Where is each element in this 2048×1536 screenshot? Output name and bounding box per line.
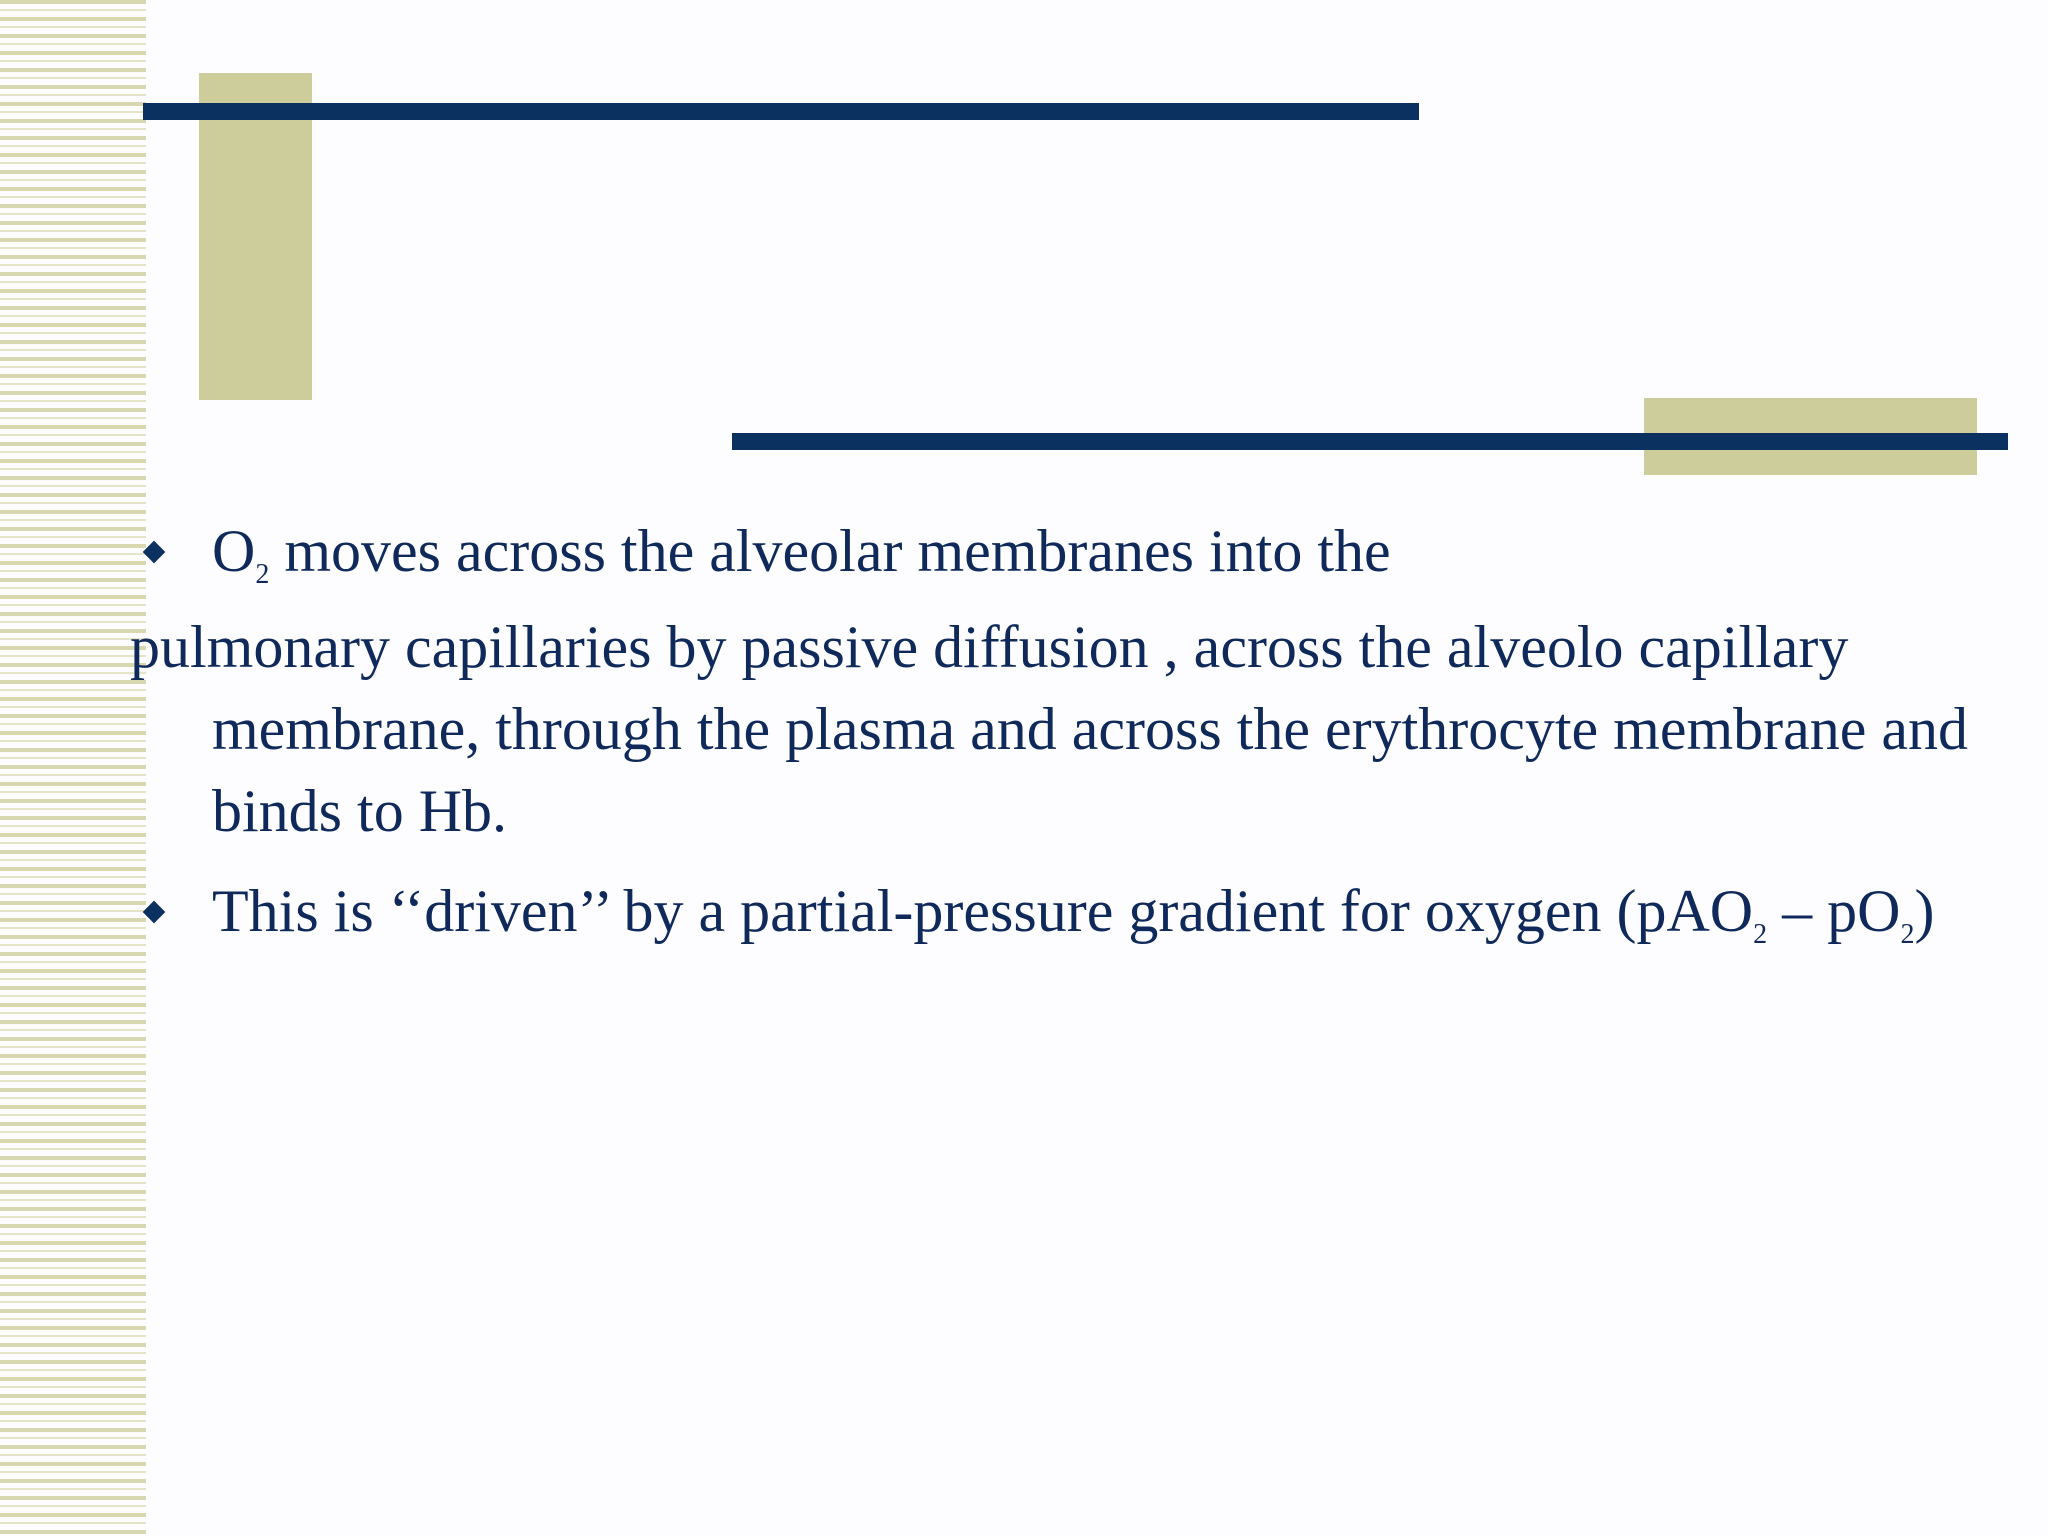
decorative-navy-rule-top [143,103,1419,120]
po2-subscript: 2 [1900,919,1915,950]
decorative-khaki-block-left [199,73,312,400]
bullet-item-2 [130,870,2010,952]
slide-body [130,510,2010,952]
continuation-paragraph: pulmonary capillaries by passive diffusion , across the alveolo capillary membrane, through the plasma and across the erythrocyte membrane and binds to Hb. [130,614,1969,844]
oxygen-symbol: O [212,518,256,584]
diamond-bullet-icon [143,541,166,564]
bullet-2-text: This is ‘‘driven’’ by a partial-pressure gradient for oxygen (pAO [212,878,1754,944]
diamond-bullet-icon [143,901,166,924]
bullet-item-1 [130,510,2010,592]
decorative-navy-rule-mid [732,433,2008,450]
bullet-1-text: moves across the alveolar membranes into the [269,518,1391,584]
oxygen-subscript: 2 [255,559,270,590]
decorative-stripes [0,0,146,1536]
bullet-2-mid: – pO [1767,878,1901,944]
pao2-subscript: 2 [1753,919,1768,950]
bullet-2-end: ) [1914,878,1935,944]
